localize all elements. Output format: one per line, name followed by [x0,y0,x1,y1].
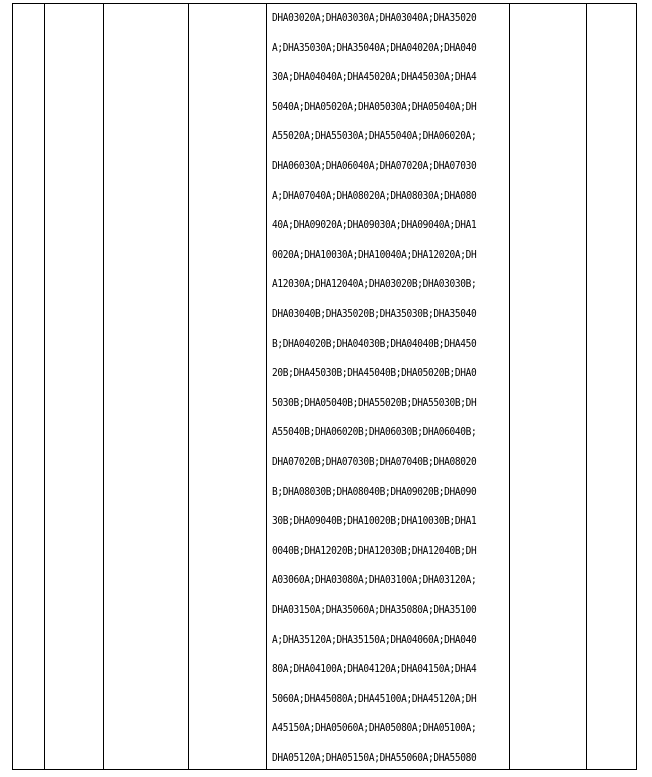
model-list-line: A55020A;DHA55030A;DHA55040A;DHA06020A; [272,131,477,143]
column-divider-7 [586,3,587,770]
column-divider-5 [266,3,267,770]
model-list-line: 5060A;DHA45080A;DHA45100A;DHA45120A;DH [272,693,477,705]
model-list-line: 5030B;DHA05040B;DHA55020B;DHA55030B;DH [272,397,477,409]
model-list-line: DHA03040B;DHA35020B;DHA35030B;DHA35040 [272,309,477,320]
model-list-line: 20B;DHA45030B;DHA45040B;DHA05020B;DHA0 [272,368,477,380]
model-list-line: DHA07020B;DHA07030B;DHA07040B;DHA08020 [272,457,477,468]
model-list-line: DHA03150A;DHA35060A;DHA35080A;DHA35100 [272,605,477,616]
model-list-line: A55040B;DHA06020B;DHA06030B;DHA06040B; [272,427,477,439]
model-list-line: 80A;DHA04100A;DHA04120A;DHA04150A;DHA4 [272,664,477,676]
model-list-line: B;DHA04020B;DHA04030B;DHA04040B;DHA450 [272,338,477,350]
model-list-line: DHA06030A;DHA06040A;DHA07020A;DHA07030 [272,161,477,172]
model-list-cell [272,8,508,768]
column-divider-6 [509,3,510,770]
model-list-line: 30A;DHA04040A;DHA45020A;DHA45030A;DHA4 [272,72,477,84]
column-divider-1 [12,3,13,770]
model-list-line: 40A;DHA09020A;DHA09030A;DHA09040A;DHA1 [272,220,477,232]
column-divider-4 [188,3,189,770]
column-divider-3 [103,3,104,770]
model-list-line: DHA03020A;DHA03030A;DHA03040A;DHA35020 [272,13,477,24]
model-list-line: A03060A;DHA03080A;DHA03100A;DHA03120A; [272,575,477,587]
model-list-line: 5040A;DHA05020A;DHA05030A;DHA05040A;DH [272,101,477,113]
model-list-line: 0020A;DHA10030A;DHA10040A;DHA12020A;DH [272,249,477,261]
table-top-border [12,3,637,4]
model-list-line: A;DHA35120A;DHA35150A;DHA04060A;DHA040 [272,634,477,646]
model-list-line: B;DHA08030B;DHA08040B;DHA09020B;DHA090 [272,486,477,498]
model-list-line: A12030A;DHA12040A;DHA03020B;DHA03030B; [272,279,477,291]
column-divider-8 [636,3,637,770]
table-bottom-border [12,769,637,770]
model-list-line: A;DHA07040A;DHA08020A;DHA08030A;DHA080 [272,190,477,202]
model-list-line: 0040B;DHA12020B;DHA12030B;DHA12040B;DH [272,545,477,557]
model-list-line: A;DHA35030A;DHA35040A;DHA04020A;DHA040 [272,42,477,54]
column-divider-2 [44,3,45,770]
model-list-line: 30B;DHA09040B;DHA10020B;DHA10030B;DHA1 [272,516,477,528]
model-list-line: DHA05120A;DHA05150A;DHA55060A;DHA55080 [272,753,477,764]
model-list-line: A45150A;DHA05060A;DHA05080A;DHA05100A; [272,723,477,735]
